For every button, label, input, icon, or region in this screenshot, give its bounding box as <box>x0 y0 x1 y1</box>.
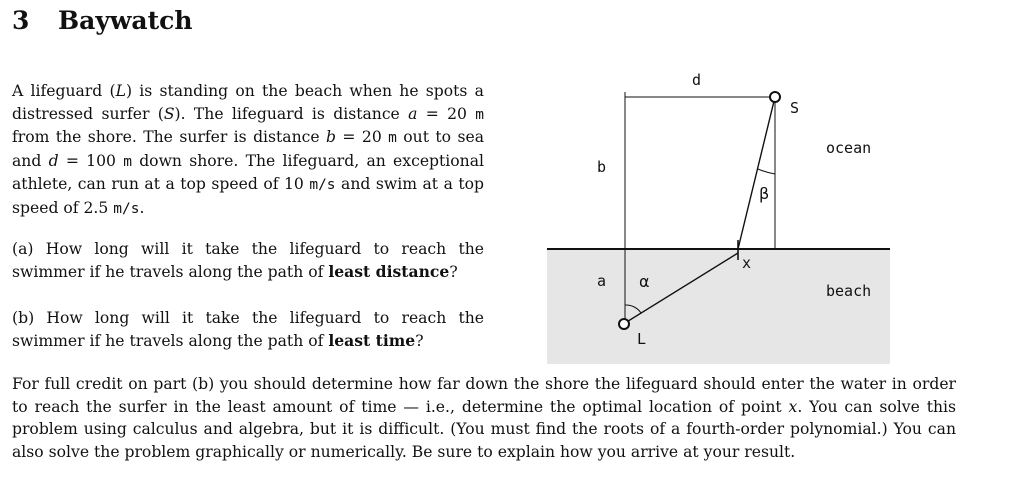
var-S: S <box>163 104 175 123</box>
beach-region <box>547 249 890 364</box>
label-d: d <box>692 71 702 89</box>
label-beta: β <box>759 184 770 203</box>
intro-text: and swim at a top speed of 2.5 <box>12 175 485 217</box>
section-title: Baywatch <box>58 6 193 35</box>
label-L: L <box>637 330 647 348</box>
part-a-bold: least distance <box>328 261 450 281</box>
part-b-text: ? <box>415 331 424 350</box>
lifeguard-marker <box>619 319 629 329</box>
part-a-text: (a) How long will it take the lifeguard to reach the swimmer if he travels along the path of <box>12 240 484 281</box>
var-x: x <box>788 397 798 416</box>
intro-text: ). The lifeguard is distance <box>174 104 409 123</box>
var-a: a <box>408 104 418 123</box>
var-b: b <box>326 128 337 146</box>
full-credit-text: For full credit on part (b) you should determine how far down the shore the lifeguard should enter the water in order to reach the surfer in the least amount of time — i.e., determine the optimal location of point <box>12 375 956 416</box>
intro-text: A lifeguard ( <box>12 82 116 100</box>
full-credit-text: . You can solve this problem using calculus and algebra, but it is difficult. (You must find the roots of a fourth-order polynomial.) You can also solve the problem graphically or numerically. Be sure to explain how you arrive at your result. <box>12 397 956 461</box>
unit-m: m <box>123 153 132 170</box>
label-alpha: α <box>639 272 650 291</box>
label-x: x <box>742 254 752 272</box>
unit-m: m <box>475 106 485 123</box>
part-b-bold: least time <box>328 330 416 350</box>
label-b: b <box>597 158 607 176</box>
label-ocean: ocean <box>826 139 872 157</box>
intro-text: . <box>139 198 145 217</box>
label-beach: beach <box>826 282 872 300</box>
intro-text: ) is standing on the beach when he spots a distressed surfer ( <box>12 82 484 123</box>
intro-text: = 20 <box>417 104 476 123</box>
beta-arc <box>758 169 775 174</box>
unit-m: m <box>388 130 397 146</box>
intro-text: down shore. The lifeguard, an exceptional athlete, can run at a top speed of 10 <box>12 151 484 193</box>
surfer-marker <box>770 92 780 102</box>
unit-mps: m/s <box>309 177 336 193</box>
unit-mps: m/s <box>113 200 140 217</box>
intro-text: = 20 <box>336 128 389 146</box>
label-a: a <box>597 272 607 290</box>
part-b-text: (b) How long will it take the lifeguard to reach the swimmer if he travels along the path of <box>12 309 484 350</box>
var-L: L <box>115 82 126 100</box>
part-a-text: ? <box>449 262 458 281</box>
intro-text: = 100 <box>58 151 124 170</box>
section-number: 3 <box>12 6 30 35</box>
var-d: d <box>48 151 59 170</box>
intro-text: from the shore. The surfer is distance <box>12 128 327 146</box>
intro-text: out to sea and <box>12 128 484 170</box>
label-S: S <box>790 99 800 117</box>
